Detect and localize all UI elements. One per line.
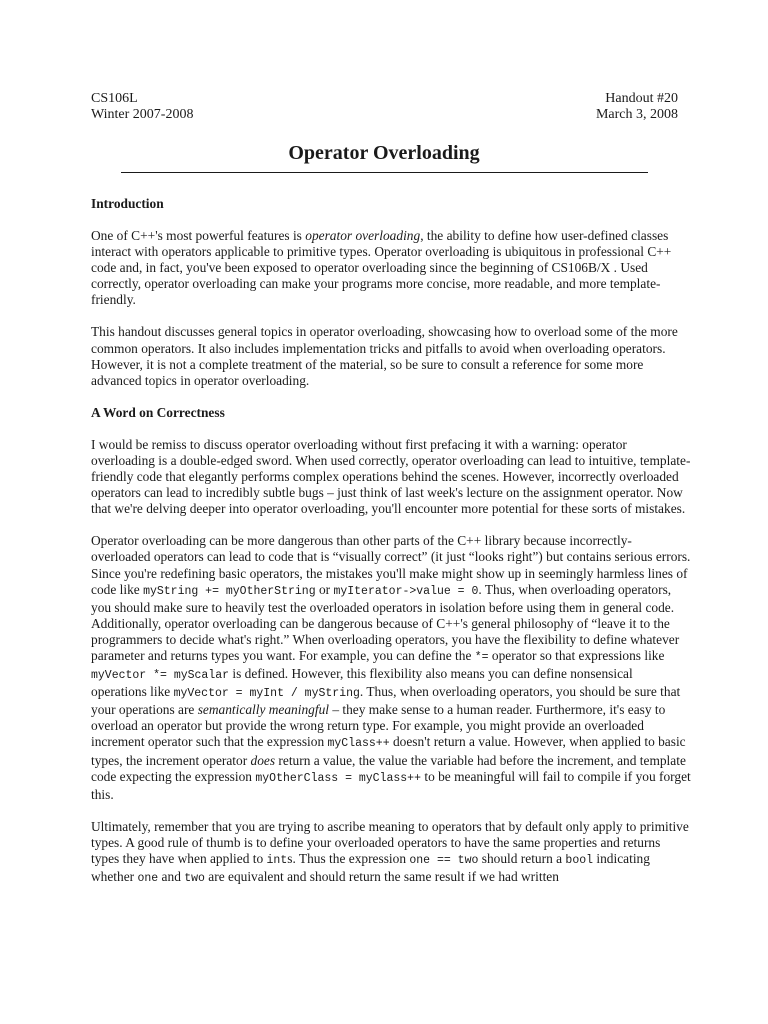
code-snippet: one	[137, 872, 159, 886]
code-snippet: myString += myOtherString	[143, 584, 316, 598]
correctness-paragraph-3: Ultimately, remember that you are trying to ascribe meaning to operators that by default only apply to primitive types. A good rule of thumb is to define your overloaded operators to have the same properties and returns types they have when applied to ints. Thus the expression one == two should return a bool indicating whether one and two are equivalent and should return the same result if we had written	[91, 818, 689, 886]
code-snippet: int	[266, 854, 288, 867]
code-snippet: one == two	[409, 854, 479, 867]
course-code: CS106L	[91, 91, 138, 106]
code-snippet: two	[184, 872, 205, 886]
code-snippet: myIterator->value = 0	[333, 584, 479, 598]
emphasis: operator overloading	[305, 228, 421, 243]
code-snippet: bool	[565, 854, 594, 867]
handout-date: March 3, 2008	[595, 107, 678, 122]
title-rule	[121, 172, 648, 173]
correctness-paragraph-2: Operator overloading can be more dangerous than other parts of the C++ library because incorrectly-overloaded operators can lead to code that is “visually correct” (it just “looks right”) but contains serious errors. Since you're redefining basic operators, the mistakes you'll make might show up in seemingly harmless lines of code like myString += myOtherString or myIterator->value = 0. Thus, when overloading operators, you should make sure to heavily test the overloaded operators in isolation before using them in general code. Additionally, operator overloading can be dangerous because of C++'s general philosophy of “leave it to the programmers to decide what's right.” When overloading operators, you have the flexibility to define whatever parameter and returns types you want. For example, you can define the *= operator so that expressions like myVector *= myScalar is defined. However, this flexibility also means you can define nonsensical operations like myVector = myInt / myString. Thus, when overloading operators, you should be sure that your operations are semantically meaningful – they make sense to a human reader. Furthermore, it's easy to overload an operator but provide the wrong return type. For example, you might provide an overloaded increment operator such that the expression myClass++ doesn't return a value. However, when applied to basic types, the increment operator does return a value, the value the variable had before the increment, and template code expecting the expression myOtherClass = myClass++ to be meaningful will fail to compile if you forget this.	[91, 533, 691, 802]
header-right	[596, 91, 678, 123]
intro-paragraph-1: One of C++'s most powerful features is operator overloading, the ability to define how user-defined classes interact with operators applicable to primitive types. Operator overloading is ubiquitous in professional C++ code and, in fact, you've been exposed to operator overloading since the beginning of CS106B/X . Used correctly, operator overloading can make your programs more concise, more readable, and more template-friendly.	[91, 228, 672, 308]
term: Winter 2007-2008	[91, 107, 194, 122]
document-title: Operator Overloading	[288, 142, 480, 164]
section-heading-correctness: A Word on Correctness	[91, 404, 225, 420]
code-snippet: *=	[474, 650, 489, 664]
code-snippet: myClass++	[327, 737, 390, 751]
document-body	[91, 196, 691, 903]
correctness-paragraph-1: I would be remiss to discuss operator overloading without first prefacing it with a warning: operator overloading is a double-edged sword. When used correctly, operator overloading can lead to intuitive, template-friendly code that elegantly performs complex operations behind the scenes. However, incorrectly overloaded operators can lead to incredibly subtle bugs – just think of last week's lecture on the assignment operator. Now that we're delving deeper into operator overloading, you'll encounter more potential for these sorts of mistakes.	[91, 436, 691, 517]
emphasis: semantically meaningful	[197, 702, 329, 718]
header-left	[91, 91, 193, 123]
handout-number: Handout #20	[605, 91, 678, 106]
code-snippet: myVector = myInt / myString	[173, 687, 360, 701]
intro-paragraph-2: This handout discusses general topics in operator overloading, showcasing how to overload some of the more common operators. It also includes implementation tricks and pitfalls to avoid when overloading operators. However, it is not a complete treatment of the material, so be sure to consult a reference for some more advanced topics in operator overloading.	[91, 324, 678, 388]
section-heading-introduction: Introduction	[91, 196, 164, 211]
emphasis: does	[250, 752, 276, 768]
code-snippet: myOtherClass = myClass++	[255, 771, 421, 785]
code-snippet: myVector *= myScalar	[91, 669, 230, 683]
